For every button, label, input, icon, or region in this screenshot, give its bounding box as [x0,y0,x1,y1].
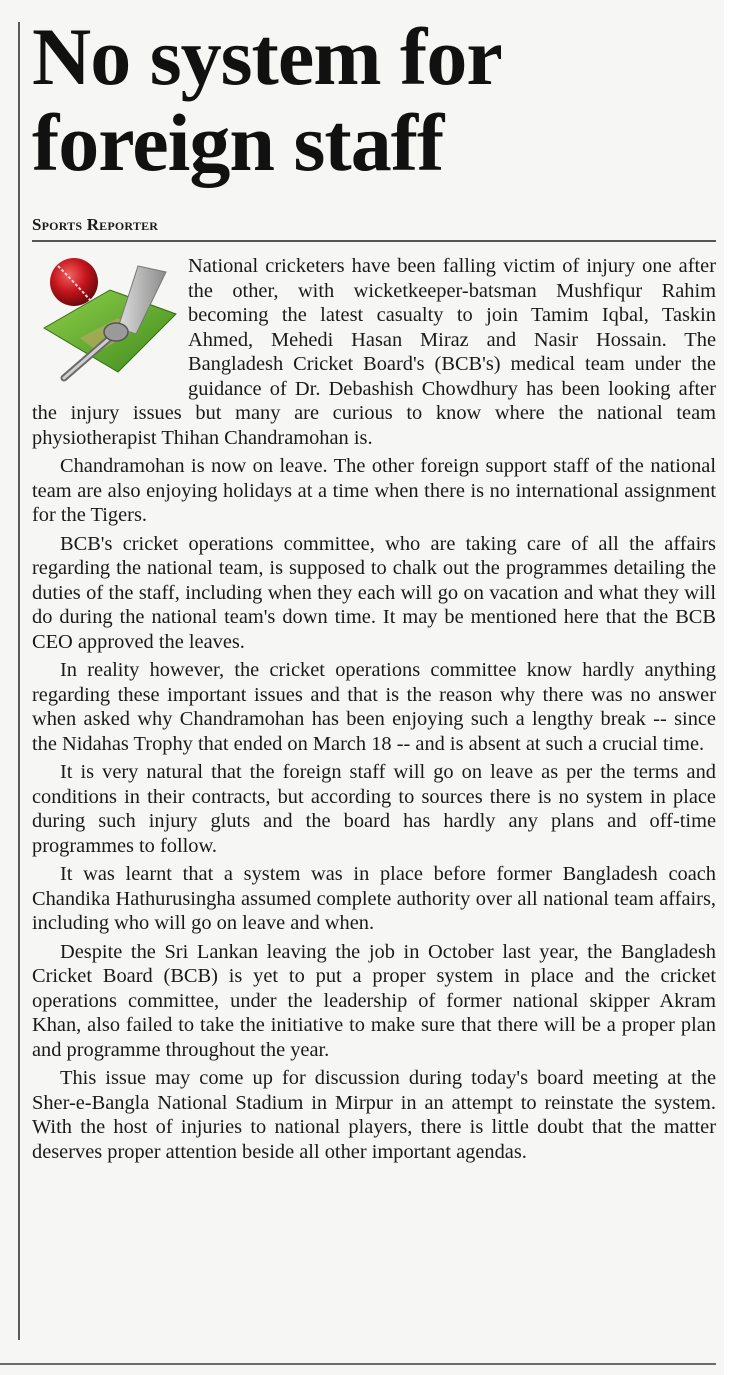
headline: No system for foreign staff [32,11,501,188]
paragraph: BCB's cricket operations committee, who are taking care of all the affairs regarding the national team, is supposed to chalk out the programmes detailing the duties of the staff, including when they each will go on vacation and what they will do during the national team's down time. It may be mentioned here that the BCB CEO approved the leaves. [32,532,716,653]
article [32,11,717,1168]
paragraph: This issue may come up for discussion during today's board meeting at the Sher-e-Bangla National Stadium in Mirpur in an attempt to reinstate the system. With the host of injuries to national players, there is little doubt that the matter deserves proper attention beside all other important agendas. [32,1067,716,1163]
paragraph: It was learnt that a system was in place before former Bangladesh coach Chandika Hathurusingha assumed complete authority over all national team affairs, including who will go on leave and when. [32,863,716,934]
paragraph: It is very natural that the foreign staff will go on leave as per the terms and conditions in their contracts, but according to sources there is no system in place during such injury gluts and the board has hardly any plans and off-time programmes to follow. [32,761,716,857]
bottom-rule [0,1363,716,1365]
paragraph: Chandramohan is now on leave. The other foreign support staff of the national team are also enjoying holidays at a time when there is no international assignment for the Tigers. [32,455,716,526]
article-body [32,254,716,1164]
paragraph: National cricketers have been falling victim of injury one after the other, with wicketkeeper-batsman Mushfiqur Rahim becoming the latest casualty to join Tamim Iqbal, Taskin Ahmed, Mehedi Hasan Miraz and Nasir Hossain. The Bangladesh Cricket Board's (BCB's) medical team under the guidance of Dr. Debashish Chowdhury has been looking after the injury issues but many are curious to know where the national team physiotherapist Thihan Chandramohan is. [32,255,716,449]
byline: Sports Reporter [32,215,716,242]
cricket-logo-icon [40,254,180,386]
column-rule [18,22,20,1340]
paragraph: In reality however, the cricket operations committee know hardly anything regarding these important issues and that is the reason why there was no answer when asked why Chandramohan has been enjoying such a lengthy break -- since the Nidahas Trophy that ended on March 18 -- and is absent at such a crucial time. [32,659,716,755]
paragraph: Despite the Sri Lankan leaving the job in October last year, the Bangladesh Cricket Board (BCB) is yet to put a proper system in place and the cricket operations committee, under the leadership of former national skipper Akram Khan, also failed to take the initiative to make sure that there will be a proper plan and programme throughout the year. [32,940,716,1061]
